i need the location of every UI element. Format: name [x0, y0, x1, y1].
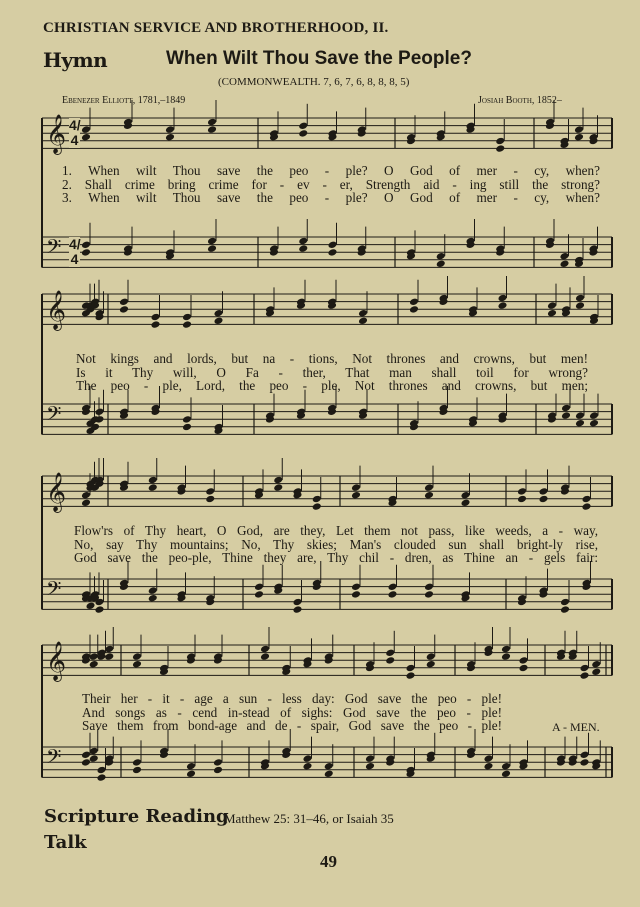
note-head — [328, 248, 338, 257]
note-head — [424, 491, 434, 500]
treble-clef-icon: 𝄞 — [46, 472, 67, 512]
note-head — [182, 415, 192, 424]
note-head — [132, 758, 142, 767]
note-head — [385, 656, 395, 665]
note-head — [97, 766, 107, 775]
lyric-line: God save the peo-ple, Thine they are, Thy chil - dren, as Thine an - gels fair: — [74, 550, 598, 565]
note-head — [409, 305, 419, 314]
note-head — [303, 754, 313, 763]
note-head — [424, 483, 434, 492]
note-head — [539, 495, 549, 504]
note-head — [119, 298, 129, 307]
note-head — [298, 237, 308, 246]
lyrics-system-3 — [74, 524, 598, 565]
note-head — [575, 301, 585, 310]
note-head — [273, 476, 283, 485]
note-head — [575, 294, 585, 303]
note-head — [132, 652, 142, 661]
note-head — [517, 487, 527, 496]
lyric-line: Their her - it - age a sun - less day: God save the peo - ple! — [82, 691, 502, 706]
note-head — [95, 408, 105, 417]
note-head — [182, 320, 192, 329]
note-head — [312, 502, 322, 511]
note-head — [148, 476, 158, 485]
lyric-line: 1. When wilt Thou save the peo - ple? O God of mer - cy, when? — [62, 163, 600, 178]
note-head — [205, 495, 215, 504]
section-heading: CHRISTIAN SERVICE AND BROTHERHOOD, II. — [43, 20, 389, 36]
note-head — [148, 594, 158, 603]
time-signature-treble: 4/4 — [69, 117, 81, 148]
note-head — [436, 252, 446, 261]
lyric-line: Flow'rs of Thy heart, O God, are they, Let them not pass, like weeds, a - way, — [74, 523, 598, 538]
note-head — [461, 499, 471, 508]
note-head — [214, 309, 224, 318]
note-head — [388, 583, 398, 592]
bass-clef-icon: 𝄢 — [46, 235, 62, 263]
note-head — [498, 301, 508, 310]
note-head — [351, 590, 361, 599]
note-head — [182, 313, 192, 322]
note-head — [213, 766, 223, 775]
note-head — [560, 605, 570, 614]
note-head — [97, 773, 107, 782]
note-head — [312, 495, 322, 504]
note-head — [81, 241, 91, 250]
note-head — [461, 491, 471, 500]
note-head — [501, 762, 511, 771]
note-head — [214, 317, 224, 326]
note-head — [501, 652, 511, 661]
note-head — [582, 502, 592, 511]
note-head — [89, 754, 99, 763]
note-head — [547, 309, 557, 318]
note-head — [254, 583, 264, 592]
note-head — [406, 664, 416, 673]
lyric-line: 3. When wilt Thou save the peo - ple? O God of mer - cy, when? — [62, 190, 600, 205]
tune-name: (COMMONWEALTH. 7, 6, 7, 6, 8, 8, 8, 5) — [218, 76, 410, 88]
note-head — [81, 758, 91, 767]
note-head — [81, 125, 91, 134]
note-head — [591, 668, 601, 677]
note-head — [328, 241, 338, 250]
note-head — [273, 483, 283, 492]
note-head — [484, 762, 494, 771]
note-head — [186, 770, 196, 779]
composer-credit: Josiah Booth, 1852– — [478, 95, 562, 106]
note-head — [298, 129, 308, 138]
note-head — [498, 294, 508, 303]
note-head — [424, 583, 434, 592]
note-head — [560, 252, 570, 261]
note-head — [207, 244, 217, 253]
note-head — [213, 758, 223, 767]
note-head — [148, 586, 158, 595]
note-head — [589, 411, 599, 420]
lyric-line: 2. Shall crime bring crime for - ev - er, Strength aid - ing still the strong? — [62, 176, 600, 192]
note-head — [358, 317, 368, 326]
amen-text: A - MEN. — [552, 720, 600, 734]
note-head — [260, 645, 270, 654]
bass-clef-icon: 𝄢 — [46, 745, 62, 773]
note-head — [580, 758, 590, 767]
note-head — [406, 671, 416, 680]
note-head — [151, 313, 161, 322]
scripture-reference: Matthew 25: 31–46, or Isaiah 35 — [224, 811, 394, 826]
note-head — [560, 598, 570, 607]
note-head — [86, 602, 96, 611]
note-head — [89, 660, 99, 669]
note-head — [574, 125, 584, 134]
lyric-line: Is it Thy will, O Fa - ther, That man shall toil for wrong? — [76, 364, 588, 380]
note-head — [409, 298, 419, 307]
note-head — [260, 652, 270, 661]
note-head — [495, 144, 505, 153]
note-head — [303, 762, 313, 771]
note-head — [547, 301, 557, 310]
treble-clef-icon: 𝄞 — [46, 290, 67, 330]
note-head — [324, 770, 334, 779]
note-head — [582, 495, 592, 504]
note-head — [539, 487, 549, 496]
note-head — [207, 237, 217, 246]
note-head — [436, 260, 446, 269]
note-head — [298, 244, 308, 253]
note-head — [165, 125, 175, 134]
note-head — [104, 652, 114, 661]
note-head — [519, 656, 529, 665]
lyric-line: Not kings and lords, but na - tions, Not thrones and crowns, but men! — [76, 351, 588, 366]
treble-clef-icon: 𝄞 — [46, 114, 67, 154]
note-head — [580, 751, 590, 760]
author-credit: Ebenezer Elliott, 1781,–1849 — [62, 95, 186, 106]
lyrics-system-1 — [62, 164, 600, 205]
note-head — [81, 499, 91, 508]
treble-clef-icon: 𝄞 — [46, 641, 67, 681]
note-head — [388, 590, 398, 599]
time-signature-bass: 4/4 — [69, 236, 81, 267]
bass-clef-icon: 𝄢 — [46, 402, 62, 430]
note-head — [424, 590, 434, 599]
lyric-line: No, say Thy mountains; No, Thy skies; Man's clouded sun shall bright-ly rise, — [74, 536, 598, 552]
note-head — [182, 423, 192, 432]
note-head — [148, 483, 158, 492]
note-head — [385, 649, 395, 658]
note-head — [298, 122, 308, 131]
note-head — [365, 762, 375, 771]
note-head — [351, 583, 361, 592]
note-head — [574, 133, 584, 142]
note-head — [365, 754, 375, 763]
note-head — [132, 766, 142, 775]
note-head — [165, 133, 175, 142]
note-head — [205, 487, 215, 496]
note-head — [426, 660, 436, 669]
note-head — [591, 660, 601, 669]
note-head — [575, 411, 585, 420]
scripture-reading-label: Scripture Reading — [44, 806, 229, 827]
note-head — [517, 495, 527, 504]
lyrics-system-2 — [76, 352, 588, 393]
lyric-line: The peo - ple, Lord, the peo - ple, Not thrones and crowns, but men; — [76, 378, 588, 393]
note-head — [324, 762, 334, 771]
note-head — [81, 248, 91, 257]
note-head — [358, 309, 368, 318]
note-head — [207, 118, 217, 127]
lyric-line: And songs as - cend in-stead of sighs: God save the peo - ple! — [82, 704, 502, 720]
note-head — [575, 419, 585, 428]
note-head — [561, 404, 571, 413]
talk-label: Talk — [44, 832, 87, 853]
note-head — [151, 320, 161, 329]
note-head — [501, 770, 511, 779]
note-head — [351, 491, 361, 500]
hymn-label: Hymn — [43, 48, 108, 72]
note-head — [95, 605, 105, 614]
note-head — [495, 137, 505, 146]
note-head — [351, 483, 361, 492]
note-head — [501, 645, 511, 654]
note-head — [561, 411, 571, 420]
note-head — [81, 751, 91, 760]
note-head — [580, 664, 590, 673]
hymn-title: When Wilt Thou Save the People? — [166, 48, 472, 69]
note-head — [81, 133, 91, 142]
note-head — [484, 754, 494, 763]
note-head — [186, 762, 196, 771]
note-head — [589, 419, 599, 428]
lyric-line: Save them from bond-age and de - spair, God save the peo - ple! — [82, 718, 502, 733]
note-head — [81, 491, 91, 500]
note-head — [293, 598, 303, 607]
note-head — [132, 660, 142, 669]
lyrics-system-4 — [82, 692, 502, 733]
note-head — [254, 590, 264, 599]
note-head — [426, 652, 436, 661]
note-head — [207, 125, 217, 134]
note-head — [580, 671, 590, 680]
note-head — [293, 605, 303, 614]
note-head — [119, 305, 129, 314]
page-number: 49 — [320, 852, 337, 871]
bass-clef-icon: 𝄢 — [46, 577, 62, 605]
note-head — [560, 260, 570, 269]
note-head — [519, 664, 529, 673]
